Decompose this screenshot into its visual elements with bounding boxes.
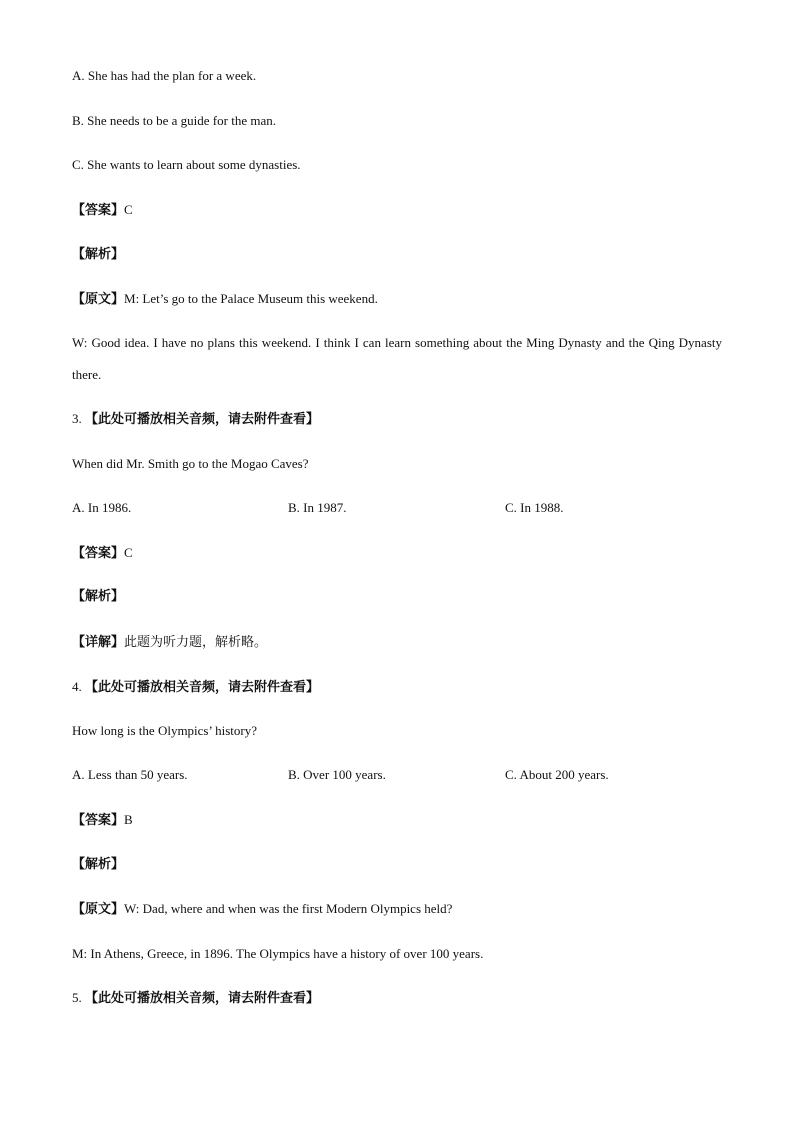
q4-header bbox=[72, 678, 319, 697]
q4-question: How long is the Olympics’ history? bbox=[72, 723, 257, 738]
audio-note: 【此处可播放相关音频，请去附件查看】 bbox=[85, 412, 320, 427]
q4-option-a: A. Less than 50 years. bbox=[72, 767, 188, 782]
q4-analysis-tag: 【解析】 bbox=[72, 857, 125, 872]
q3-detail bbox=[72, 633, 267, 652]
answer-tag: 【答案】 bbox=[72, 813, 125, 828]
original-text: W: Dad, where and when was the first Modern Olympics held? bbox=[124, 901, 453, 916]
q2-original-m bbox=[72, 290, 378, 309]
q3-option-b: B. In 1987. bbox=[288, 500, 347, 515]
q2-option-b: B. She needs to be a guide for the man. bbox=[72, 113, 276, 128]
answer-value: B bbox=[124, 812, 133, 827]
answer-tag: 【答案】 bbox=[72, 203, 125, 218]
original-text: M: Let’s go to the Palace Museum this weekend. bbox=[124, 291, 378, 306]
audio-note: 【此处可播放相关音频，请去附件查看】 bbox=[85, 680, 320, 695]
q4-original-m: M: In Athens, Greece, in 1896. The Olympics have a history of over 100 years. bbox=[72, 946, 484, 961]
q3-header bbox=[72, 410, 319, 429]
question-number: 4. bbox=[72, 679, 85, 694]
q2-option-c: C. She wants to learn about some dynasties. bbox=[72, 157, 301, 172]
question-number: 5. bbox=[72, 990, 85, 1005]
answer-value: C bbox=[124, 202, 133, 217]
q3-question: When did Mr. Smith go to the Mogao Caves? bbox=[72, 456, 309, 471]
question-number: 3. bbox=[72, 411, 85, 426]
original-tag: 【原文】 bbox=[72, 292, 125, 307]
q2-answer bbox=[72, 201, 133, 220]
detail-tag: 【详解】 bbox=[72, 635, 125, 650]
q2-original-w: W: Good idea. I have no plans this weekend. I think I can learn something about the Ming Dynasty and the Qing Dynasty there. bbox=[72, 335, 722, 382]
q2-option-a: A. She has had the plan for a week. bbox=[72, 68, 257, 83]
detail-text: 此题为听力题，解析略。 bbox=[124, 635, 268, 650]
q4-option-c: C. About 200 years. bbox=[505, 767, 609, 782]
answer-tag: 【答案】 bbox=[72, 546, 125, 561]
q3-option-c: C. In 1988. bbox=[505, 500, 564, 515]
q3-analysis-tag: 【解析】 bbox=[72, 589, 125, 604]
original-tag: 【原文】 bbox=[72, 902, 125, 917]
q5-header bbox=[72, 989, 319, 1008]
q2-analysis-tag: 【解析】 bbox=[72, 247, 125, 262]
q3-option-a: A. In 1986. bbox=[72, 500, 132, 515]
q4-original-w bbox=[72, 900, 452, 919]
q3-answer bbox=[72, 544, 133, 563]
audio-note: 【此处可播放相关音频，请去附件查看】 bbox=[85, 991, 320, 1006]
answer-value: C bbox=[124, 545, 133, 560]
q4-option-b: B. Over 100 years. bbox=[288, 767, 386, 782]
q4-answer bbox=[72, 811, 133, 830]
